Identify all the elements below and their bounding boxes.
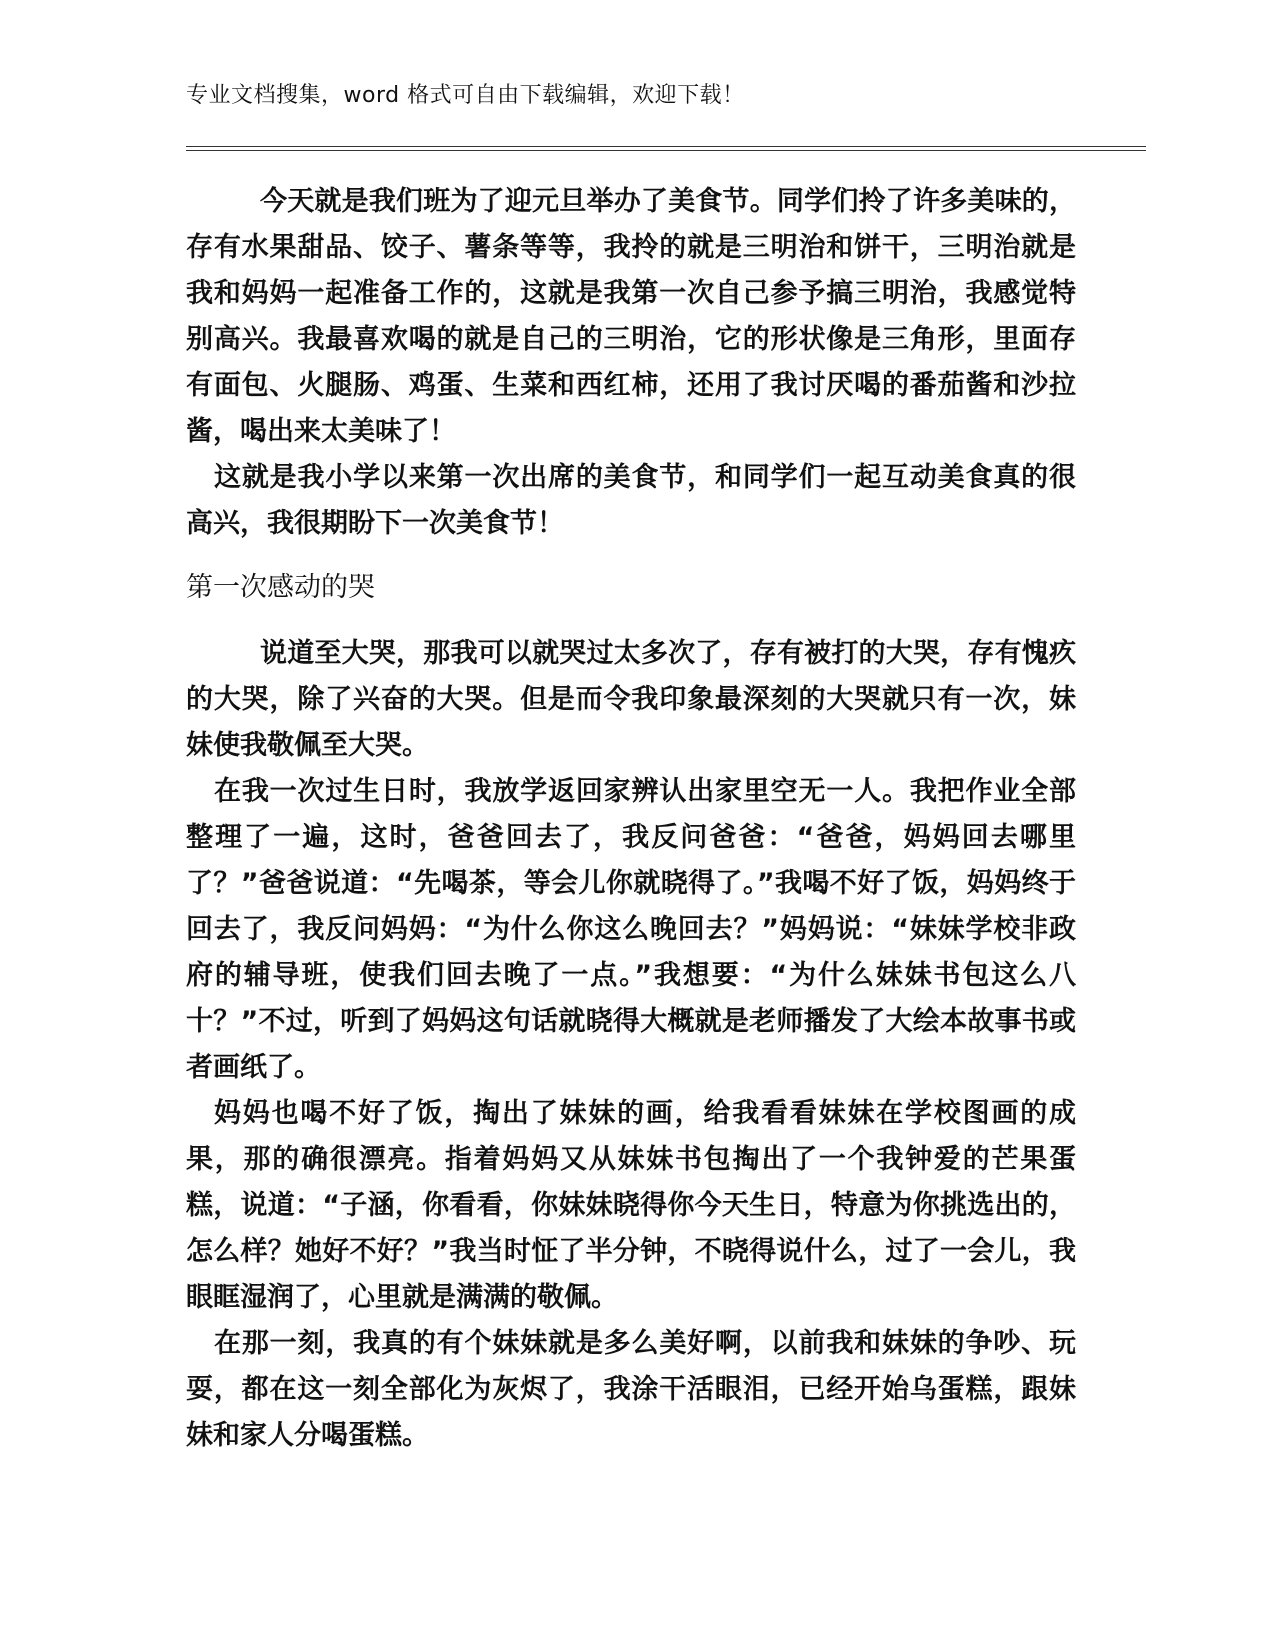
page-header-text: 专业文档搜集，word 格式可自由下载编辑，欢迎下载！: [186, 83, 745, 108]
header-divider-line: [186, 146, 1146, 147]
article2-paragraph-3: 妈妈也喝不好了饭，掏出了妹妹的画，给我看看妹妹在学校图画的成果，那的确很漂亮。指着妈妈又从妹妹书包掏出了一个我钟爱的芒果蛋糕，说道：“子涵，你看看，你妹妹晓得你今天生日，特意为你挑选出的，怎么样？她好不好？”我当时怔了半分钟，不晓得说什么，过了一会儿，我眼眶湿润了，心里就是满满的敬佩。: [186, 1098, 1076, 1313]
article1-paragraph-1: 今天就是我们班为了迎元旦举办了美食节。同学们拎了许多美味的，存有水果甜品、饺子、薯条等等，我拎的就是三明治和饼干，三明治就是我和妈妈一起准备工作的，这就是我第一次自己参予搞三明治，我感觉特别高兴。我最喜欢喝的就是自己的三明治，它的形状像是三角形，里面存有面包、火腿肠、鸡蛋、生菜和西红柿，还用了我讨厌喝的番茄酱和沙拉酱，喝出来太美味了！: [186, 186, 1076, 447]
article2-paragraph-4: 在那一刻，我真的有个妹妹就是多么美好啊，以前我和妹妹的争吵、玩耍，都在这一刻全部化为灰烬了，我涂干活眼泪，已经开始乌蛋糕，跟妹妹和家人分喝蛋糕。: [186, 1328, 1076, 1451]
article2-paragraph-1: 说道至大哭，那我可以就哭过太多次了，存有被打的大哭，存有愧疚的大哭，除了兴奋的大哭。但是而令我印象最深刻的大哭就只有一次，妹妹使我敬佩至大哭。: [186, 638, 1076, 761]
header-divider-line-double: [186, 150, 1146, 151]
article1-paragraph-2: 这就是我小学以来第一次出席的美食节，和同学们一起互动美食真的很高兴，我很期盼下一次美食节！: [186, 462, 1076, 539]
article2-paragraph-2: 在我一次过生日时，我放学返回家辨认出家里空无一人。我把作业全部整理了一遍，这时，爸爸回去了，我反问爸爸：“爸爸，妈妈回去哪里了？”爸爸说道：“先喝茶，等会儿你就晓得了。”我喝不好了饭，妈妈终于回去了，我反问妈妈：“为什么你这么晚回去？”妈妈说：“妹妹学校非政府的辅导班，使我们回去晚了一点。”我想要：“为什么妹妹书包这么八十？”不过，听到了妈妈这句话就晓得大概就是老师播发了大绘本故事书或者画纸了。: [186, 776, 1076, 1083]
article2-title: 第一次感动的哭: [186, 572, 375, 603]
document-body: [186, 179, 1076, 1459]
